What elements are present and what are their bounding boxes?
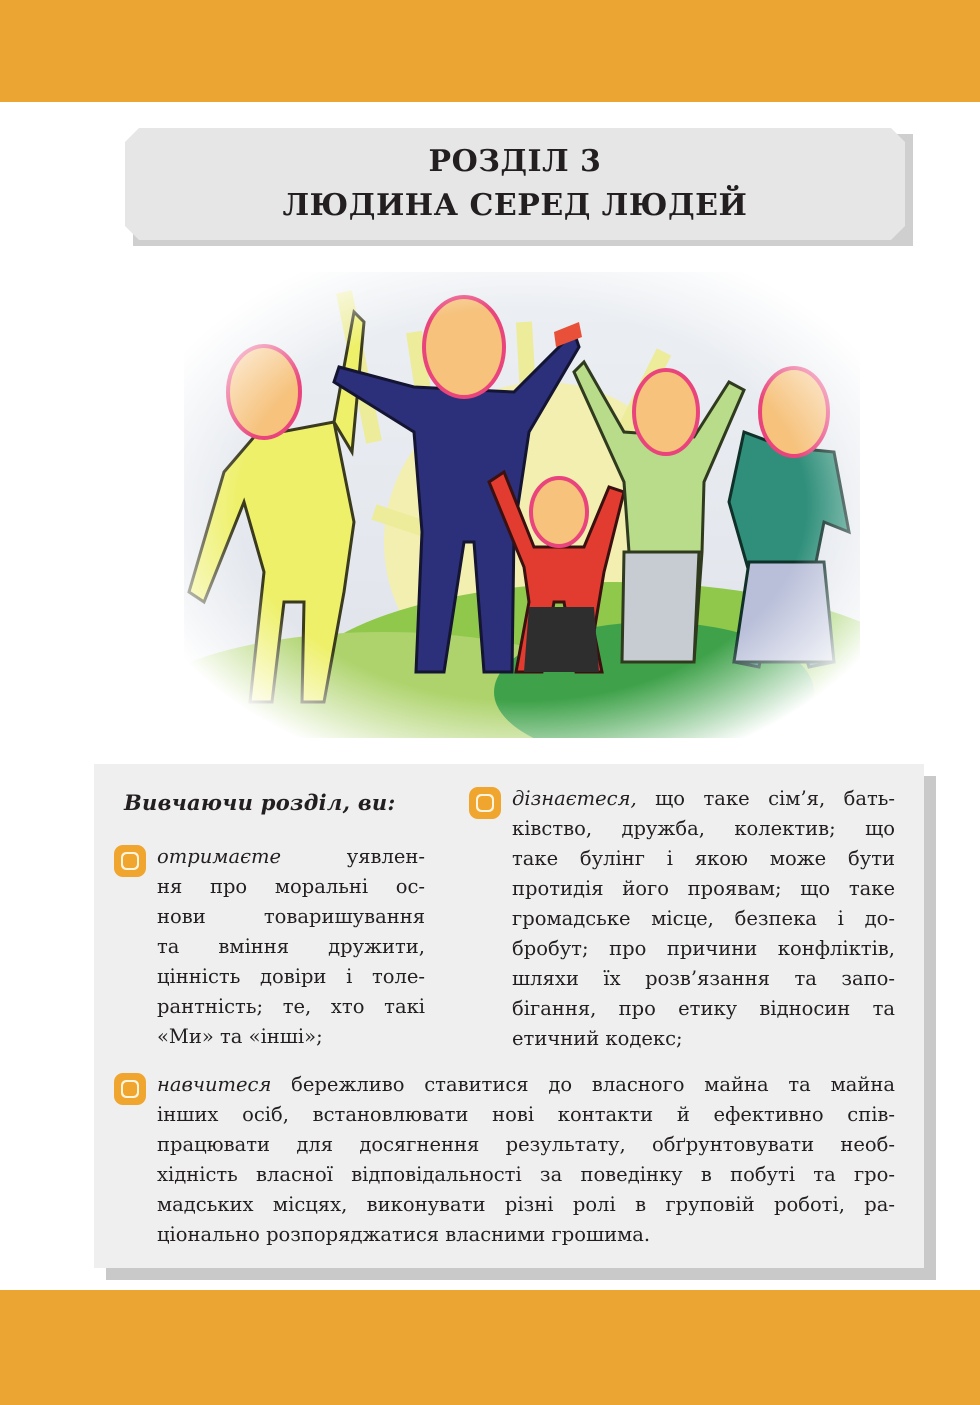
rounded-square-bullet-icon: [468, 786, 502, 820]
intro-item-1: отримаєте уявлен- ня про моральні ос- нови товаришування та вміння дружити, цінність довіри і толе- рантність; те, хто такі «Ми» та «інші»;: [157, 845, 425, 1048]
top-band: [0, 0, 980, 102]
intro-item-2: дізнаєтеся, що таке сім’я, бать- ківство, дружба, колектив; що таке булінг і якою може бути протидія його проявам; що таке громадське місце, безпека і до- бробут; про причини конфліктів, шляхи їх розв’язання та запо- бігання, про етику відносин та етичний кодекс;: [512, 787, 895, 1050]
keyword-diznaetesia: дізнаєтеся,: [512, 787, 637, 810]
keyword-otrymaete: отримаєте: [157, 845, 282, 868]
rounded-square-bullet-icon: [113, 844, 147, 878]
intro-item-3: навчитеся бережливо ставитися до власного майна та майна інших осіб, встановлювати нові контакти й ефективно спів- працювати для досягнення результату, обґрунтовувати необ- хідність власної відповідальності за поведінку в побуті та гро- мадських місцях, виконувати різні ролі в груповій роботі, ра- ціонально розпоряджатися власними грошима.: [157, 1073, 895, 1246]
keyword-navchytesia: навчитеся: [157, 1073, 272, 1096]
chapter-number: РОЗДІЛ 3: [428, 144, 602, 179]
info-heading: Вивчаючи розділ, ви:: [124, 790, 396, 815]
children-drawing-illustration: [184, 272, 860, 738]
bottom-band: [0, 1290, 980, 1405]
chapter-title: [125, 128, 905, 240]
chapter-title-plaque: [125, 128, 915, 246]
chapter-name: ЛЮДИНА СЕРЕД ЛЮДЕЙ: [282, 188, 748, 223]
rounded-square-bullet-icon: [113, 1072, 147, 1106]
